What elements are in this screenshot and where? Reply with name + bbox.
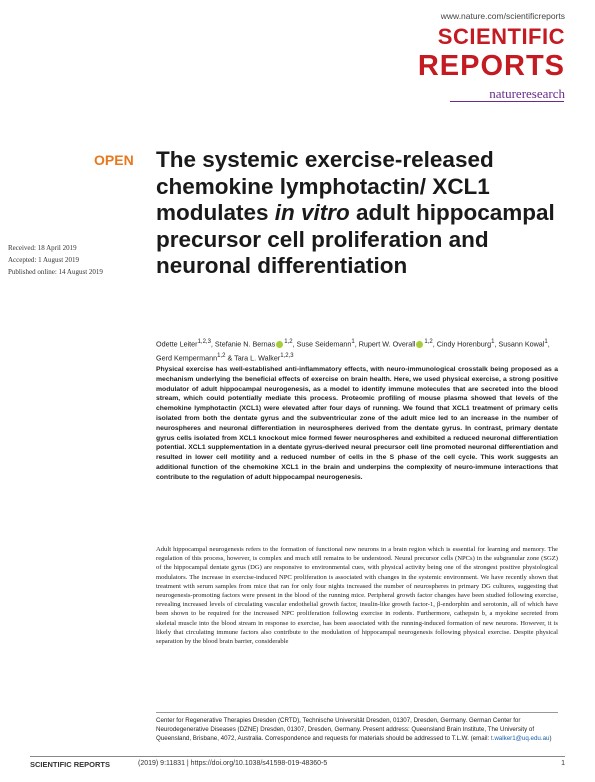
corresponding-email-link[interactable]: t.walker1@uq.edu.au: [490, 734, 550, 742]
published-date: Published online: 14 August 2019: [8, 268, 103, 276]
body-text: Adult hippocampal neurogenesis refers to the formation of functional new neurons in a brain region which is essential for learning and memory. The regulation of this process, however, is complex and much still remains to be understood. Neural precursor cells (NPCs) in the subgranular zone (SGZ) of the hippocampal dentate gyrus (DG) are responsive to environmental cues, with physical activity being one of the strongest positive physiological modulators. The increase in exercise-induced NPC proliferation is associated with changes in the systemic environment. We have recently shown that treatment with serum samples from mice that ran for only four nights increased the number of neurospheres in primary DG cultures, suggesting that neurogenesis-promoting factors were present in the blood of the running mice. Peripheral growth factor changes have been studied following exercise, revealing increased levels of circulating vascular endothelial growth factor, insulin-like growth factor-1, β-endorphin and serotonin, all of which have been shown to be required for the increased NPC proliferation following exercise in rodents. Furthermore, cathepsin b, a myokine secreted from skeletal muscle into the blood stream in response to exercise, has been associated with the running-induced formation of new neurons. However, it is likely that circulating immune factors also contribute to the modulation of hippocampal neurogenesis following physical exercise. Despite physical separation by the blood brain barrier, considerable: [156, 546, 558, 646]
title-part2: adult hippocampal precursor cell proliferation and neuronal differentiation: [156, 200, 555, 278]
article-dates: [8, 242, 148, 278]
affiliation-text: Center for Regenerative Therapies Dresden (CRTD), Technische Universität Dresden, 01307, Dresden, Germany. German Center for Neurodegenerative Diseases (DZNE) Dresden, 01307, Dresden, Germany. Present address: Queensland Brain Institute, The University of Queensland, Brisbane, 4072, Australia. Correspondence and requests for materials should be addressed to T.L.W. (email:: [156, 717, 535, 742]
brand-natureresearch: natureresearch: [489, 86, 565, 101]
author-name[interactable]: Odette Leiter: [156, 339, 198, 349]
footer-citation[interactable]: (2019) 9:11831 | https://doi.org/10.1038/s41598-019-48360-5: [138, 760, 328, 767]
abstract: Physical exercise has well-established anti-inflammatory effects, with neuro-immunological crosstalk being proposed as a mechanism underlying the beneficial effects of exercise on brain health. Here, we used physical exercise, a strong positive modulator of adult hippocampal neurogenesis, as a model to identify immune molecules that are secreted into the blood stream, which could potentially mediate this process. Proteomic profiling of mouse plasma showed that levels of the chemokine lymphotactin (XCL1) were elevated after four days of running. We found that XCL1 treatment of primary cells isolated from both the dentate gyrus and the subventricular zone of the adult mice led to an increase in the number of neurospheres and neuronal differentiation in neurospheres derived from the dentate gyrus. In contrast, primary dentate gyrus cells isolated from XCL1 knockout mice formed fewer neurospheres and exhibited a reduced neuronal differentiation potential. XCL1 supplementation in a dentate gyrus-derived neural precursor cell line promoted neuronal differentiation and resulted in lower cell motility and a reduced number of cells in the S phase of the cell cycle. This work suggests an additional function of the chemokine XCL1 in the brain and underpins the complexity of neuro-immune interactions that contribute to the regulation of adult hippocampal neurogenesis.: [156, 366, 558, 481]
author-name[interactable]: Gerd Kempermann: [156, 353, 218, 363]
title-italic: in vitro: [274, 200, 350, 225]
affiliations: [156, 717, 558, 743]
author-name[interactable]: Susann Kowal: [498, 339, 545, 349]
brand-divider: [450, 101, 564, 102]
author-name[interactable]: Stefanie N. Bernas: [214, 339, 276, 349]
orcid-icon[interactable]: [416, 341, 423, 348]
author-affil: 1,2,3: [197, 339, 211, 345]
author-affil: 1: [491, 339, 495, 345]
author-list: Odette Leiter$^{1,2,3}$, Stefanie N. Bernas $^{1,2}$, Suse Seidemann$^1$, Rupert W. Overall $^{1,2}$, Cindy Horenburg$^1$, Susann Kowal$^1$, Gerd Kempermann$^{1,2}$ & Tara L. Walker$^{1,2,3}$: [156, 339, 550, 363]
author-affil: 1,2,3: [280, 353, 294, 360]
brand-logo-reports: REPORTS: [417, 50, 565, 82]
author-name[interactable]: Rupert W. Overall: [358, 339, 416, 349]
accepted-date: Accepted: 1 August 2019: [8, 256, 79, 264]
footer-journal: SCIENTIFIC REPORTS: [30, 760, 111, 769]
author-affil: 1,2: [217, 353, 226, 360]
affiliation-divider: [156, 712, 558, 713]
article-title: [156, 147, 556, 280]
author-name[interactable]: Suse Seidemann: [296, 339, 352, 349]
footer-divider: [30, 756, 565, 757]
author-name[interactable]: Cindy Horenburg: [436, 339, 492, 349]
author-affil: 1: [544, 339, 548, 345]
affiliation-tail: ): [549, 734, 552, 742]
author-affil: 1,2: [424, 339, 433, 345]
journal-url[interactable]: www.nature.com/scientificreports: [440, 11, 565, 21]
page-number: 1: [561, 760, 565, 767]
title-part1: The systemic exercise-released chemokine lymphotactin/ XCL1 modulates: [156, 147, 494, 225]
open-access-badge: OPEN: [94, 152, 134, 168]
brand-logo-scientific: SCIENTIFIC: [437, 24, 565, 49]
author-name[interactable]: Tara L. Walker: [234, 353, 281, 363]
author-affil: 1: [351, 339, 355, 345]
author-affil: 1,2: [284, 339, 293, 345]
received-date: Received: 18 April 2019: [8, 244, 77, 252]
orcid-icon[interactable]: [276, 341, 283, 348]
